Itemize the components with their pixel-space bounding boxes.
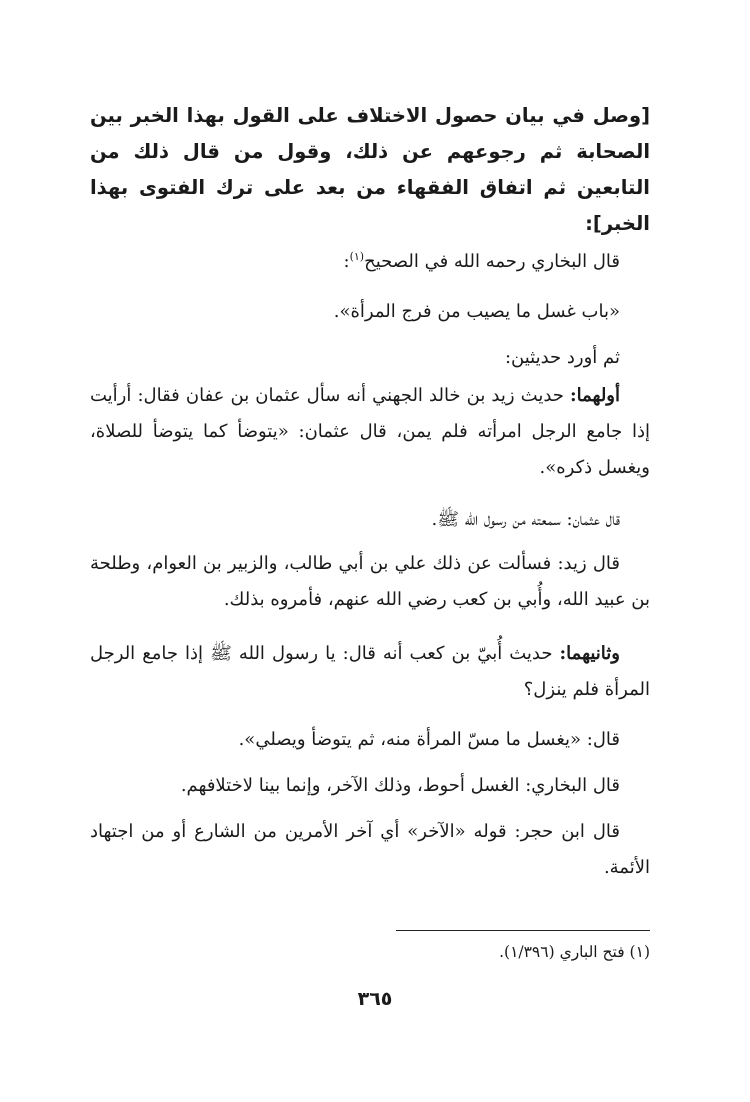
second-hadith-lead: وثانيهما: [559,643,620,664]
paragraph-uthman-heard: قال عثمان: سمعته من رسول الله ﷺ. [431,509,620,530]
first-hadith-text: حديث زيد بن خالد الجهني أنه سأل عثمان بن عفان فقال: أرأيت إذا جامع الرجل امرأته فلم يمن، قال عثمان: «يتوضأ كما يتوضأ للصلاة، ويغسل ذكره». [90,385,650,478]
first-hadith-lead: أولهما: [569,385,620,406]
paragraph-ibn-hajar [90,814,650,886]
ibn-hajar-text: قال ابن حجر: قوله «الآخر» أي آخر الأمرين من الشارع أو من اجتهاد الأئمة. [90,821,650,878]
paragraph-zayd-asked [90,546,650,618]
section-heading: [وصل في بيان حصول الاختلاف على القول بهذا الخبر بين الصحابة ثم رجوعهم عن ذلك، وقول من قال ذلك من التابعين ثم اتفاق الفقهاء من بعد على ترك الفتوى بهذا الخبر]: [90,104,650,235]
footnote-text: (١) فتح الباري (١/٣٩٦). [499,943,650,961]
page-number: ٣٦٥ [357,988,393,1010]
footnote-ref[interactable]: (١) [349,250,365,263]
paragraph-bukhari-intro [60,244,650,280]
paragraph-prophet-reply: قال: «يغسل ما مسّ المرأة منه، ثم يتوضأ ويصلي». [238,729,620,750]
intro-text: قال البخاري رحمه الله في الصحيح [364,251,620,272]
paragraph-second-hadith [90,636,650,708]
paragraph-two-hadiths: ثم أورد حديثين: [504,347,620,368]
zayd-text: قال زيد: فسألت عن ذلك علي بن أبي طالب، والزبير بن العوام، وطلحة بن عبيد الله، وأُبي بن كعب رضي الله عنهم، فأمروه بذلك. [90,553,650,610]
footnote-divider [396,930,650,931]
paragraph-first-hadith [90,378,650,486]
paragraph-bukhari-comment: قال البخاري: الغسل أحوط، وذلك الآخر، وإنما بينا لاختلافهم. [180,775,620,796]
intro-colon: : [343,251,350,272]
second-hadith-text: حديث أُبيّ بن كعب أنه قال: يا رسول الله ﷺ إذا جامع الرجل المرأة فلم ينزل؟ [90,643,650,700]
paragraph-chapter-title: «باب غسل ما يصيب من فرج المرأة». [333,301,620,322]
